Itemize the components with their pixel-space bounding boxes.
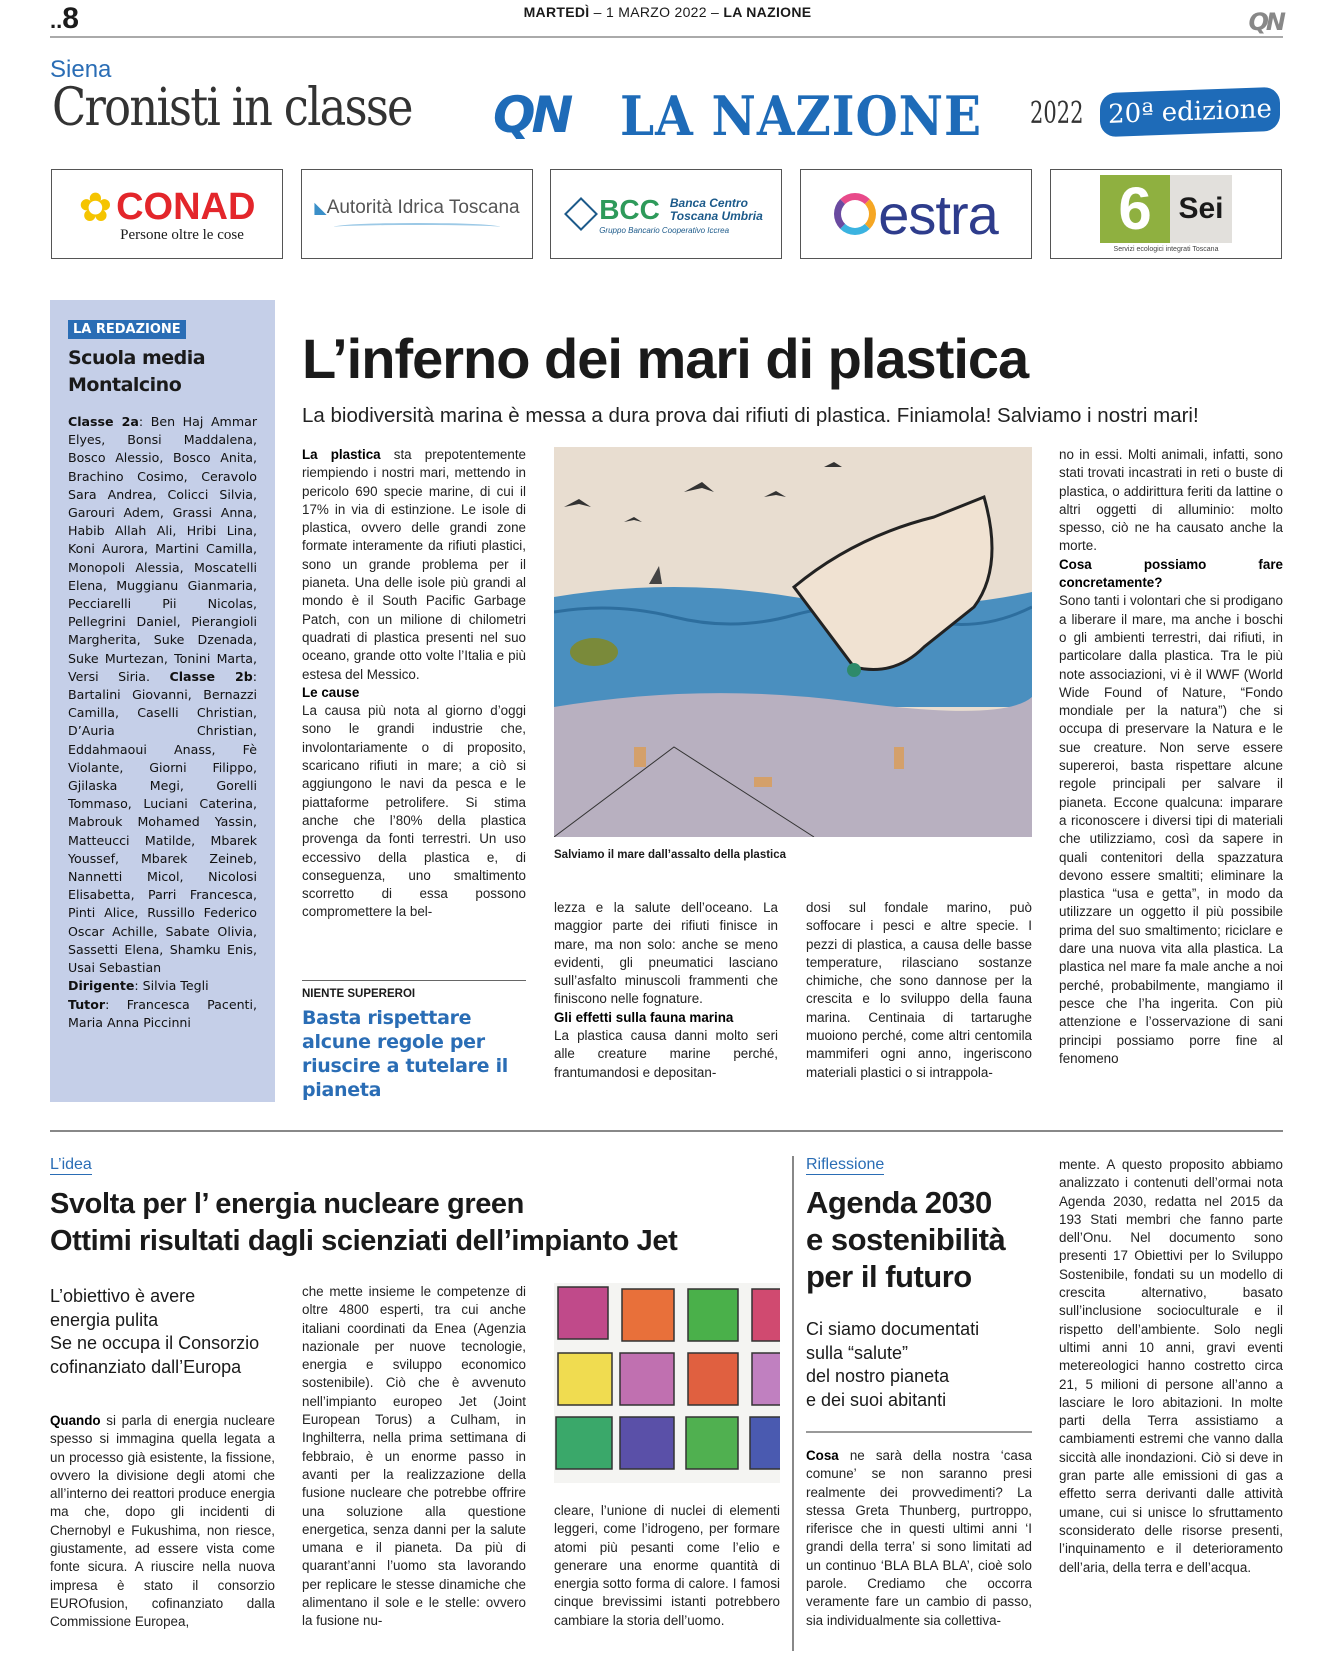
idea-intro: L’obiettivo è avere energia pulita Se ne occupa il Consorzio cofinanziato dall’Europa [50,1286,260,1377]
agenda-col-1: Cosa ne sarà della nostra ‘casa comune’ se non saranno presi realmente dei provvedimenti? La stessa Greta Thunberg, purtroppo, riferisce che in questi ultimi anni ‘I grandi della terra’ si sono limitati ad un continuo ‘BLA BLA BLA’, cioè solo parole. Crediamo che occorra veramente fare un cambio di passo, sia individualmente sia collettiva- [806,1448,1032,1628]
redazione-sidebar [50,300,275,1102]
flower-icon: ✿ [78,185,113,230]
conad-name: CONAD [116,186,256,228]
idea-kicker-wrap [50,1156,92,1175]
bcc-diamond-icon [564,197,598,231]
tuscany-icon: ◣ [314,200,327,217]
redazione-label: LA REDAZIONE [68,320,186,339]
wave-icon [334,223,499,231]
idea-col-1: Quando si parla di energia nucleare spesso si immagina quella legata a un processo già esistente, la fissione, ovvero la divisione degli atomi che all’interno dei reattori produce energia ma che, dopo gli incidenti di Chernobyl e Fukushima, non riesce, giustamente, ad essere vista come fonte sicura. A riuscire nella nuova impresa è stato il consorzio EUROfusion, cofinanziato dalla Commissione Europea, [50,1413,275,1630]
image-caption: Salviamo il mare dall’assalto della plastica [554,849,787,861]
agenda-col-2: mente. A questo proposito abbiamo analizzato i contenuti dell’ormai nota Agenda 2030, redatta nel 2015 da 193 Stati membri che fanno parte dell’Onu. Nel documento sono presenti 17 Obiettivi per lo Sviluppo Sostenibile, fondati su un modello di crescita alternativo, basato sull’inclusione socioculturale e il rispetto dell’ambiente. Solo negli ultimi anni 10 anni, gravi eventi metereologici hanno costretto circa 21, 5 milioni di persone all’anno a lasciare le loro abitazioni. In molte parti della Terra assistiamo a cambiamenti estremi che vanno dalla siccità alle inondazioni. Ciò si deve in gran parte alle emissioni di gas a effetto serra derivanti dalle attività umane, cui si unisce lo sfruttamento sconsiderato delle risorse presenti, l’inquinamento e il deterioramento dell’aria, della terra e dell’acqua. [1059,1157,1283,1575]
banner-title: Cronisti in classe [52,78,412,138]
sea-plastic-illustration [554,447,1032,837]
main-headline: L’inferno dei mari di plastica [302,327,1029,390]
agenda-intro: Ci siamo documentati sulla “salute” del nostro pianeta e dei suoi abitanti [806,1319,980,1410]
box-kicker: NIENTE SUPEREROI [302,988,416,1000]
bcc-group: Gruppo Bancario Cooperativo Iccrea [599,225,730,235]
idea-col-3: cleare, l’unione di nuclei di elementi leggeri, come l’idrogeno, per formare atomi più pesanti come l’elio e generare una enorme quantità di energia sotto forma di calore. I famosi cinque brevissimi istanti potrebbero cambiare la storia dell’uomo. [554,1503,780,1628]
main-col-2: lezza e la salute dell’oceano. La maggior parte dei rifiuti finisce in mare, ma non solo: anche se meno evidenti, gli pneumatici lasciano sull’asfalto minuscoli frammenti che finiscono nelle fognature. Gli effetti sulla fauna marina La plastica causa danni molto seri alle creature marine perché, frantumandosi e depositan- [554,900,778,1080]
sponsor-sei[interactable] [1050,169,1282,259]
qn-brand: QN [493,86,570,144]
agenda-kicker: Riflessione [806,1156,885,1173]
sponsor-bcc[interactable]: BCC Banca Centro Toscana Umbria Gruppo Bancario Cooperativo Iccrea [550,169,782,259]
main-col-3: dosi sul fondale marino, può soffocare i pesci e altre specie. I pezzi di plastica, a causa delle basse temperature, rilasciano sostanze chimiche, che sono dannose per la crescita e lo sviluppo della fauna marina. Centinaia di tartarughe muoiono perché, come altri centomila mammiferi ogni anno, ingeriscono materiali plastici o si intrappola- [806,900,1032,1080]
agenda-kicker-wrap [806,1156,884,1175]
sei-six-icon: 6 [1100,175,1170,243]
sei-tagline: Servizi ecologici integrati Toscana [1113,246,1219,253]
sponsor-estra[interactable] [800,169,1032,259]
la-nazione-brand: LA NAZIONE [620,84,982,148]
school-name: Scuola media Montalcino [68,347,206,396]
box-headline: Basta rispettare alcune regole per riuscire a tutelare il pianeta [302,1007,509,1101]
idea-col-2: che mette insieme le competenze di oltre 4800 esperti, tra cui anche italiani coordinati da Enea (Agenzia nazionale per nuove tecnologie, energia e sviluppo economico sostenibile). Ciò che è avvenuto nell’impianto europeo Jet (Joint European Torus) a Culham, in Inghilterra, nella prima settimana di febbraio, è un enorme passo in avanti per la realizzazione della fusione nucleare che potrebbe offrire una soluzione alla questione energetica, senza danni per la salute umana e il pianeta. Da più di quarant’anni l’uomo sta lavorando per replicare le stesse dinamiche che alimentano il sole e le stelle: ovvero la fusione nu- [302,1284,526,1629]
estra-swirl-icon [834,193,876,235]
idea-kicker: L’idea [50,1156,92,1173]
qn-logo: QN [1248,8,1283,36]
page-number: ..8 [50,2,79,35]
bcc-name: BCC [599,193,660,225]
city-label: Siena [50,56,112,83]
roster: Classe 2a: Ben Haj Ammar Elyes, Bonsi Maddalena, Bosco Alessio, Bosco Anita, Brachino Cosimo, Ceravolo Sara Andrea, Colicci Silvia, Garouri Adem, Grassi Anna, Habib Allah Ali, Hribi Lina, Koni Aurora, Martini Camilla, Monopoli Alessia, Moscatelli Elena, Muggianu Gianmaria, Pecciarelli Pii Nicolas, Pellegrini Daniel, Pierangioli Margherita, Suke Dzenada, Suke Murtezan, Tonini Marta, Versi Siria. Classe 2b: Bartalini Giovanni, Bernazzi Camilla, Caselli Christian, D’Auria Christian, Eddahmaoui Anass, Fè Violante, Giorni Filippo, Gjilaska Megi, Gorelli Tommaso, Luciani Caterina, Mabrouk Mohamed Yassin, Matteucci Matilde, Mbarek Youssef, Mbarek Zeineb, Nannetti Micol, Nicolosi Elisabetta, Parri Francesca, Pinti Alice, Russillo Federico Oscar Achille, Sabate Olivia, Sassetti Elena, Shamku Enis, Usai Sebastian Dirigente: Silvia Tegli Tutor: Francesca Pacenti, Maria Anna Piccinni [68,414,257,1030]
sdg-goals-drawing [554,1283,780,1483]
agenda-intro-rule [806,1431,1032,1433]
estra-name: estra [878,182,998,246]
sponsor-conad[interactable] [51,169,283,259]
header-rule [50,36,1283,38]
edition-badge: 20ª edizione [1100,87,1280,137]
sponsor-autorita-idrica[interactable] [301,169,533,259]
dateline: MARTEDÌ – 1 MARZO 2022 – LA NAZIONE [523,4,812,20]
main-col-4: no in essi. Molti animali, infatti, sono stati trovati incastrati in reti o buste di plastica, o addirittura feriti da lattine o altri oggetti di alluminio: molto spesso, ciò ne ha causato anche la morte. Cosa possiamo fare concretamente? Sono tanti i volontari che si prodigano a liberare il mare, ma anche i boschi o gli ambienti terrestri, dai rifiuti, in particolare dalla plastica. Tra le più note associazioni, vi è il WWF (World Wide Found of Nature, “Fondo mondiale per la natura”) che si occupa di preservare la Natura e le sue creature. Non serve essere supereroi, basta rispettare alcune regole principali per salvare il pianeta. Eccone qualcuna: imparare a riconoscere i diversi tipi di materiali che utilizziamo, così da sapere in quali contenitori della spazzatura devono essere smaltiti; eliminare la plastica “usa e getta”, in modo da utilizzare un oggetto il più possibile prima del suo smaltimento; riciclare e dare una nuova vita alla plastica. La plastica nel mare fa male anche a noi perché, probabilmente, mangiamo il pesce che l’ha ingerita. Con più attenzione e l’osservazione di sani principi possiamo porre fine al fenomeno [1059,447,1283,1066]
box-rule [302,980,526,981]
idea-headline: Svolta per l’ energia nucleare green Ottimi risultati dagli scienziati dell’impianto Jet [50,1188,678,1257]
main-subtitle: La biodiversità marina è messa a dura prova dai rifiuti di plastica. Finiamola! Salviamo i nostri mari! [302,404,1199,427]
sei-name: Sei [1170,175,1232,243]
main-col-1: La plastica sta prepotentemente riempiendo i nostri mari, mettendo in pericolo 690 specie marine, di cui il 17% in via di estinzione. Le isole di plastica, ovvero delle grandi zone formate interamente da rifiuti plastici, sono un grande problema per il pianeta. Una delle isole più grandi al mondo è il South Pacific Garbage Patch, con un milione di chilometri quadrati di plastica presenti nel suo oceano, grande otto volte l’Italia e più estesa del Messico. Le cause La causa più nota al giorno d’oggi sono le grandi industrie che, involontariamente o di proposito, scaricano rifiuti in mare; a ciò si aggiungono le navi da pesca e le piattaforme petrolifere. Si stima anche che l’80% della plastica provenga da fonti terrestri. Un uso eccessivo della plastica e, di conseguenza, uno smaltimento scorretto di essa possono compromettere la bel- [302,447,526,920]
agenda-headline: Agenda 2030 e sostenibilità per il futuro [806,1185,1006,1294]
section-rule [50,1130,1283,1132]
column-divider [792,1156,794,1651]
autorita-name: Autorità Idrica Toscana [326,197,520,218]
banner-year: 2022 [1030,96,1084,131]
conad-tagline: Persone oltre le cose [120,226,244,243]
